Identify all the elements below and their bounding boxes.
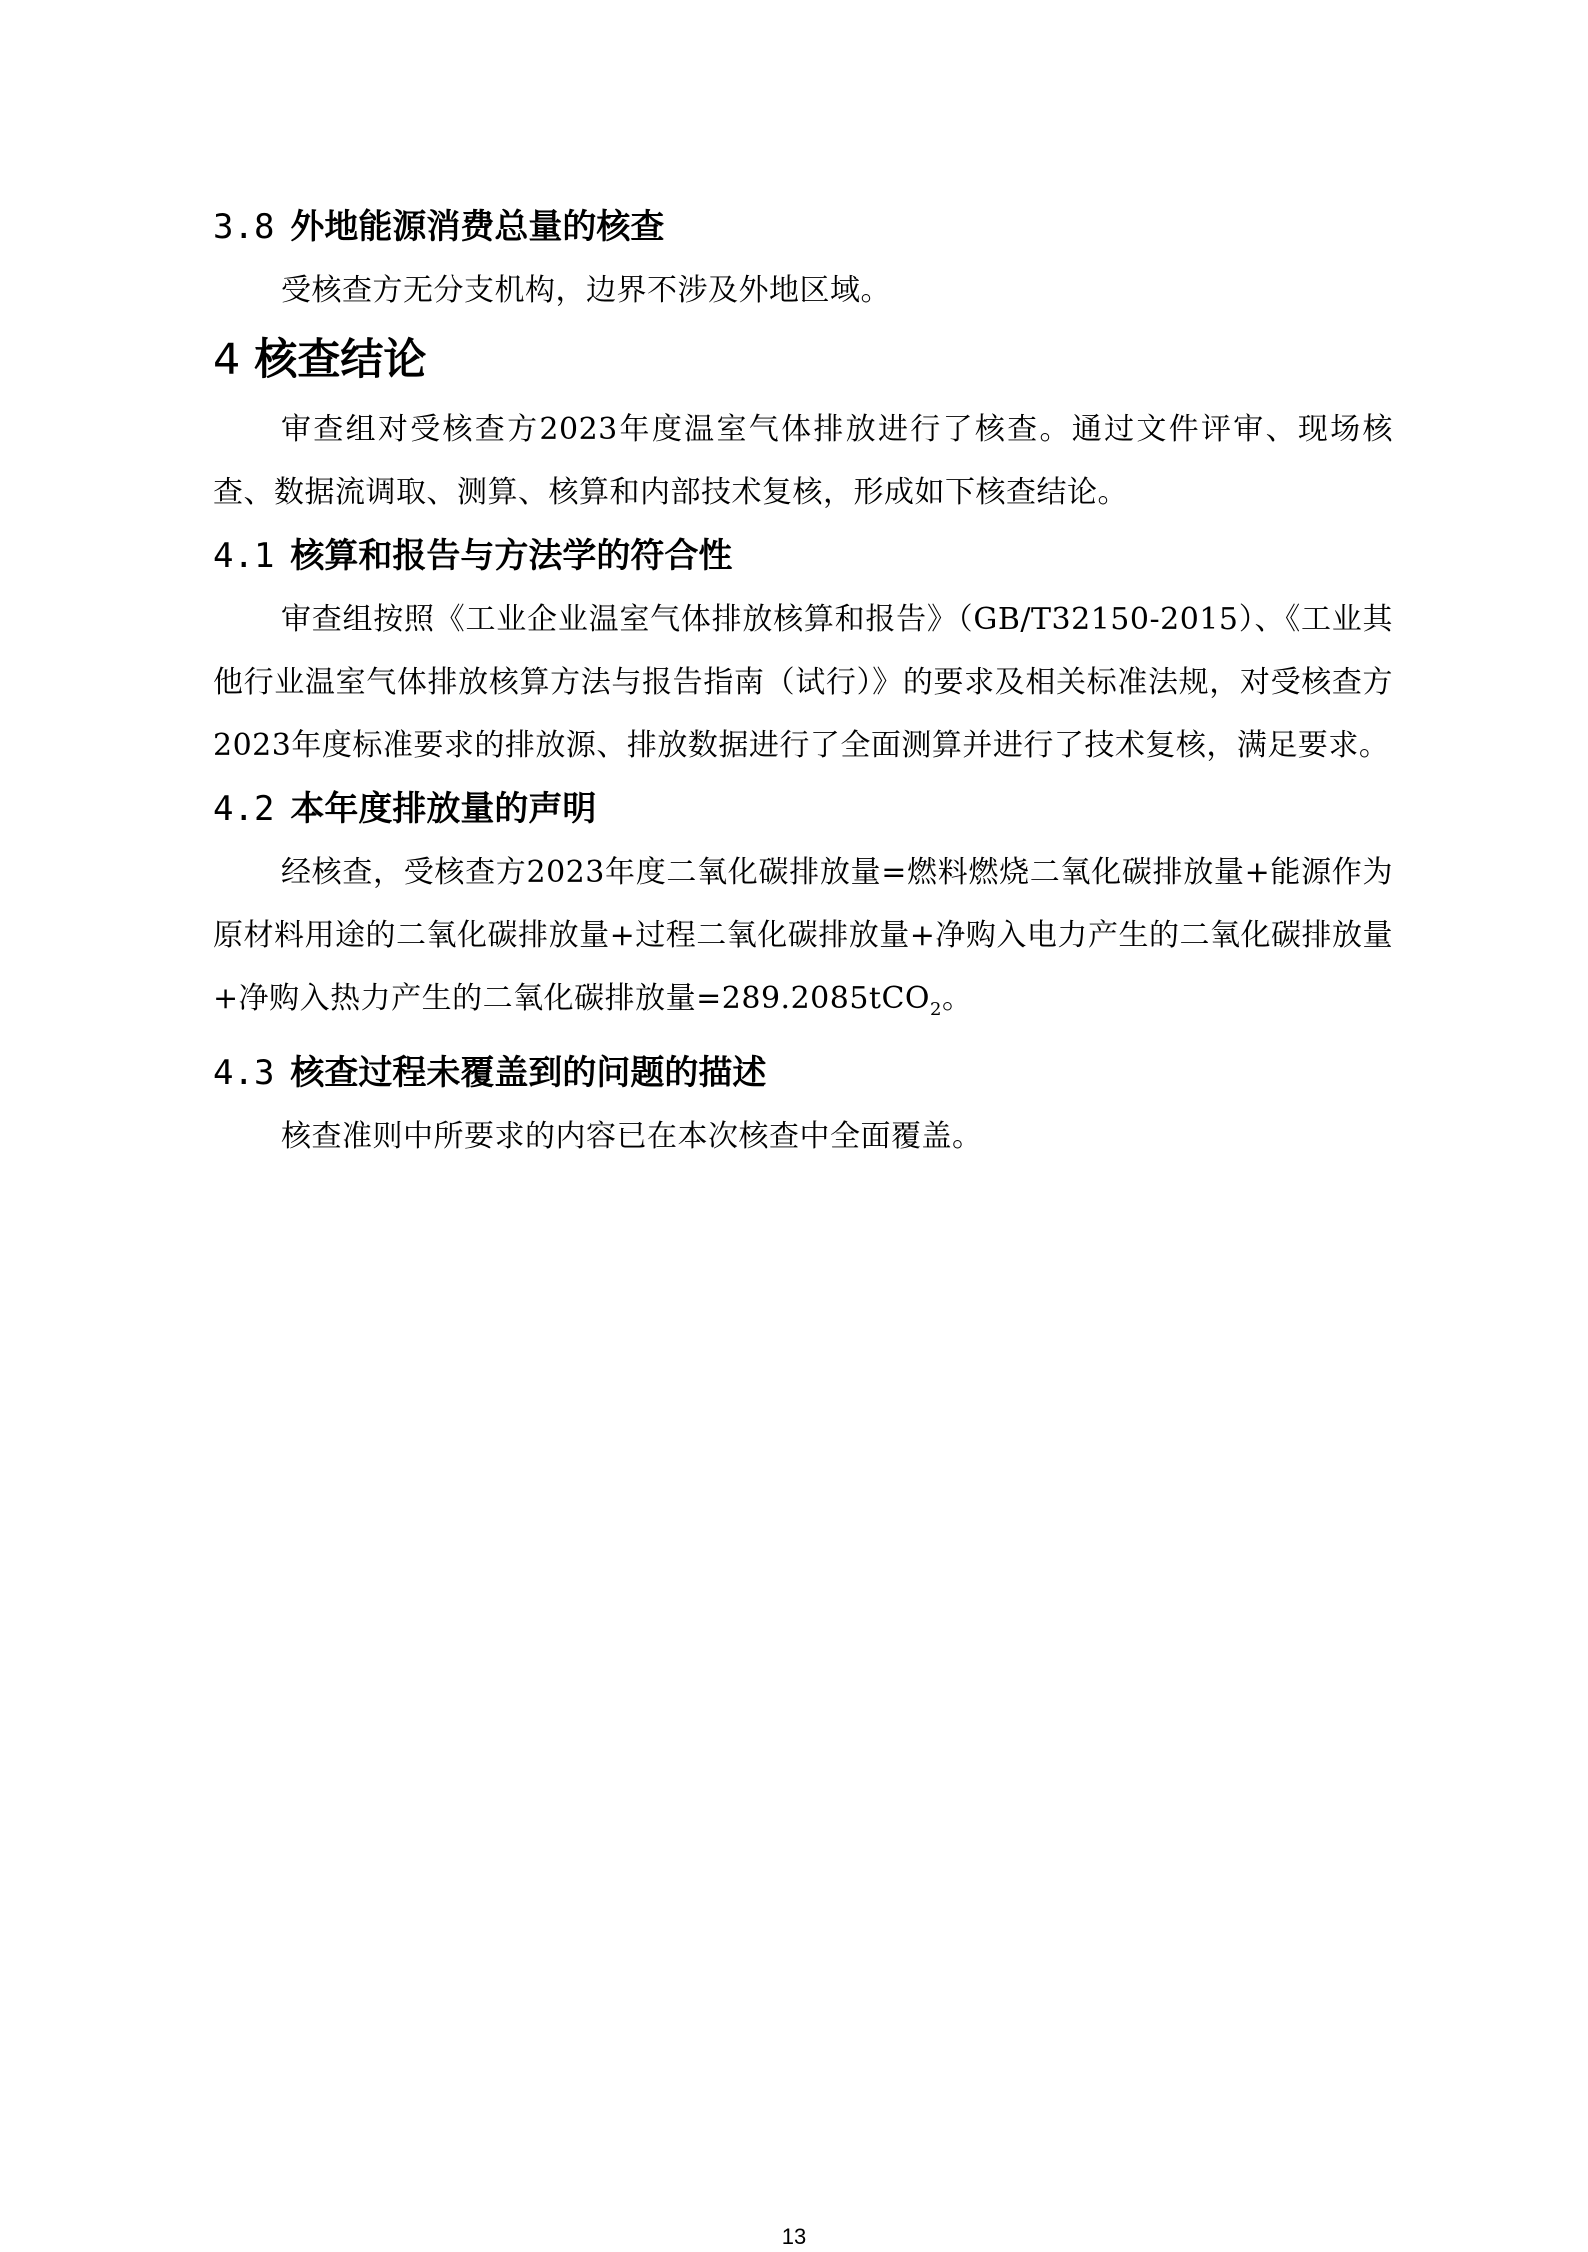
- paragraph-4-2: [213, 841, 1393, 1041]
- heading-4: [213, 322, 1393, 398]
- heading-number: 4.1: [213, 536, 275, 576]
- co2-subscript: 2: [930, 999, 942, 1020]
- paragraph-3-8: 受核查方无分支机构，边界不涉及外地区域。: [281, 273, 891, 308]
- heading-4-1: [213, 524, 1393, 588]
- heading-number: 4: [213, 335, 241, 385]
- heading-4-2: [213, 777, 1393, 841]
- emission-statement: 经核查，受核查方2023年度二氧化碳排放量=燃料燃烧二氧化碳排放量+能源作为原材料用途的二氧化碳排放量+过程二氧化碳排放量+净购入电力产生的二氧化碳排放量+净购入热力产生的二氧化碳排放量=289.2085tCO: [213, 855, 1393, 1016]
- paragraph-4-3: 核查准则中所要求的内容已在本次核查中全面覆盖。: [281, 1119, 983, 1154]
- heading-title: 核查过程未覆盖到的问题的描述: [290, 1053, 767, 1093]
- page-content: [213, 195, 1393, 1168]
- heading-title: 本年度排放量的声明: [290, 789, 597, 829]
- heading-number: 4.2: [213, 789, 275, 829]
- heading-number: 3.8: [213, 207, 275, 247]
- paragraph-4-1: 审查组按照《工业企业温室气体排放核算和报告》（GB/T32150-2015）、《工业其他行业温室气体排放核算方法与报告指南（试行）》的要求及相关标准法规，对受核查方2023年度标准要求的排放源、排放数据进行了全面测算并进行了技术复核，满足要求。: [213, 602, 1393, 763]
- heading-3-8: [213, 195, 1393, 259]
- statement-end: 。: [941, 981, 973, 1016]
- paragraph-4: 审查组对受核查方2023年度温室气体排放进行了核查。通过文件评审、现场核查、数据流调取、测算、核算和内部技术复核，形成如下核查结论。: [213, 412, 1393, 510]
- page-number: 13: [781, 2224, 807, 2249]
- heading-4-3: [213, 1041, 1393, 1105]
- heading-number: 4.3: [213, 1053, 275, 1093]
- heading-title: 核算和报告与方法学的符合性: [290, 536, 733, 576]
- heading-title: 核查结论: [254, 335, 427, 385]
- heading-title: 外地能源消费总量的核查: [290, 207, 665, 247]
